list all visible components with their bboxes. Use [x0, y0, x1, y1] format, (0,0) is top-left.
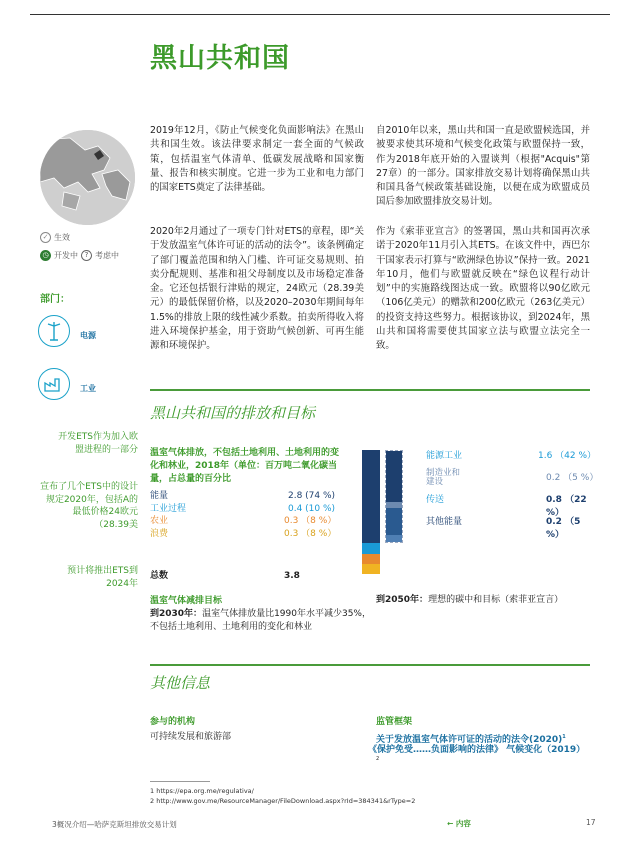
regulation-1-footnote-ref: 1: [562, 734, 566, 740]
sidebar-note-2: 宣布了几个ETS中的设计规定2020年，包括A的最低价格24欧元（28.39美: [40, 482, 138, 530]
regulation-2-text: 《保护免受……负面影响的法律》 气候变化（2019）: [368, 745, 586, 755]
legend-active: [40, 232, 70, 243]
row-industry-value: 0.4 (10 %): [288, 503, 336, 514]
legend-considering-label: 考虑中: [95, 251, 119, 260]
regulation-2[interactable]: [368, 744, 585, 757]
legend-developing-label: 开发中: [54, 251, 78, 260]
power-icon: [38, 315, 70, 347]
page-number: 17: [586, 818, 596, 827]
question-icon: ?: [81, 250, 92, 261]
bd-transport-value: 0.8 （22 %）: [546, 495, 587, 518]
row-energy-label: 能量: [150, 491, 169, 501]
row-agriculture-label: 农业: [150, 516, 169, 526]
legend-developing: [40, 250, 119, 261]
target-2030: [150, 608, 372, 633]
clock-icon: ◷: [40, 250, 51, 261]
target-2050-text: 理想的碳中和目标（索菲亚宣言）: [428, 595, 564, 605]
bd-manufacturing-value: 0.2 （5 %）: [546, 473, 599, 483]
total-label: 总数: [150, 571, 169, 581]
section3-heading: 其他信息: [150, 674, 211, 692]
left-paragraph-2: 2020年2月通过了一项专门针对ETS的章程，即“关于发放温室气体许可证的活动的法令”。该条例确定了部门覆盖范围和纳入门槛、许可证交易规则、拍卖分配规则、基准和祖父母制度以及市场稳定准备金。它还包括银行津贴的规定，24欧元（28.39美元）的最低保留价格，以及2020–2030年期间每年1.5%的排放上限的线性减少系数。拍卖所得收入将进入环境保护基金，用于资助气候创新、可再生能源和环境保护。: [150, 226, 364, 352]
sidebar-note-3: 预计将推出ETS到2024年: [67, 566, 138, 589]
left-paragraph-1: 2019年12月，《防止气候变化负面影响法》在黑山共和国生效。该法律要求制定一套全面的气候政策，包括温室气体清单、低碳发展战略和国家衡量、报告和核实制度。它进一步为工业和电力部门的国家ETS奠定了法律基础。: [150, 125, 364, 194]
targets-heading: 温室气体减排目标: [150, 596, 223, 606]
sidebar-note-1: 开发ETS作为加入欧盟进程的一部分: [58, 432, 138, 455]
emissions-table: [150, 490, 350, 542]
regulation-1-text: 关于发放温室气体许可证的活动的法令(2020): [376, 735, 563, 745]
bar-waste: [362, 564, 380, 574]
target-2030-text: 温室气体排放量比1990年水平减少35%，不包括土地利用、土地利用的变化和林业: [150, 609, 371, 632]
regulation-2-footnote-ref: 2: [376, 756, 380, 762]
sectors-heading: 部门：: [40, 294, 70, 305]
footnote-1: 1 https://epa.org.me/regulativa/: [150, 787, 254, 795]
page-title: 黑山共和国: [150, 43, 290, 74]
section3-rule: [150, 664, 590, 666]
right-paragraph-2: 作为《索菲亚宣言》的签署国，黑山共和国再次承诺于2020年11月引入其ETS。在该文件中，西巴尔干国家表示打算与“欧洲绿色协议”保持一致。2021年10月，他们与欧盟就反映在“绿色议程行动计划”中的实施路线图达成一致。欧盟将以90亿欧元（106亿美元）的赠款和200亿欧元（263亿美元）的投资支持这些努力。根据该协议，到2024年，黑山共和国将需要使其国家立法与欧盟立法完全一致。: [376, 226, 590, 352]
row-waste-value: 0.3 （8 %）: [284, 528, 337, 539]
footer-title: 3概况介绍—哈萨克斯坦排放交易计划: [52, 820, 177, 829]
right-paragraph-1: 自2010年以来，黑山共和国一直是欧盟候选国，并被要求使其环境和气候变化政策与欧盟保持一致，作为2018年底开始的入盟谈判（根据"Acquis"第27章）的一部分。国家排放交易计划将确保黑山共和国具备气候政策基础设施，以便在成为欧盟成员国后参加欧盟排放交易计划。: [376, 125, 590, 208]
row-agriculture-value: 0.3 （8 %）: [284, 516, 337, 526]
bar-energy-industries: [386, 451, 402, 502]
check-circle-icon: ✓: [40, 232, 51, 243]
footnote-rule: [150, 781, 210, 782]
bd-other-energy-value: 0.2 （5 %）: [546, 517, 581, 540]
target-2050: [376, 594, 596, 607]
bd-energy-industries-value: 1.6 （42 %）: [538, 451, 597, 461]
target-2050-label: 到2050年：: [376, 595, 429, 605]
bd-other-energy-label: 其他能量: [426, 517, 463, 527]
breakdown-table: [426, 450, 599, 540]
footnote-2: 2 http://www.gov.me/ResourceManager/FileDownload.aspx?rId=384341&rType=2: [150, 797, 416, 805]
bd-energy-industries-label: 能源工业: [426, 451, 463, 461]
target-2030-label: 到2030年：: [150, 609, 203, 619]
sector-industry-label: 工业: [80, 384, 96, 393]
bar-industry: [362, 543, 380, 554]
legend-active-label: 生效: [54, 233, 70, 242]
row-industry-label: 工业过程: [150, 503, 187, 514]
bar-transport: [386, 508, 402, 535]
agency-heading: 参与的机构: [150, 717, 196, 727]
row-waste-label: 浪费: [150, 528, 169, 539]
top-rule: [30, 14, 610, 15]
total-value: 3.8: [284, 571, 300, 581]
agency-name: 可持续发展和旅游部: [150, 732, 232, 742]
section2-heading: 黑山共和国的排放和目标: [150, 404, 316, 422]
industry-icon: [38, 368, 70, 400]
map-icon: [40, 130, 135, 225]
europe-map: [40, 130, 135, 225]
bd-manufacturing-label: 制造业和建设: [426, 468, 461, 487]
bar-agriculture: [362, 554, 380, 564]
bar-energy: [362, 450, 380, 543]
total-stacked-bar: [362, 450, 380, 574]
row-energy-value: 2.8 (74 %): [288, 491, 336, 501]
sector-power-label: 电源: [80, 331, 96, 340]
energy-breakdown-bar: [385, 450, 403, 543]
contents-link[interactable]: ← 内容: [447, 819, 471, 828]
bar-other-energy: [386, 535, 402, 542]
bd-transport-label: 传送: [426, 495, 445, 505]
regulation-heading: 监管框架: [376, 717, 413, 727]
section2-rule: [150, 389, 590, 391]
emissions-heading: 温室气体排放，不包括土地利用、土地利用的变化和林业，2018年（单位：百万吨二氧化碳当量，占总量的百分比: [150, 448, 340, 484]
